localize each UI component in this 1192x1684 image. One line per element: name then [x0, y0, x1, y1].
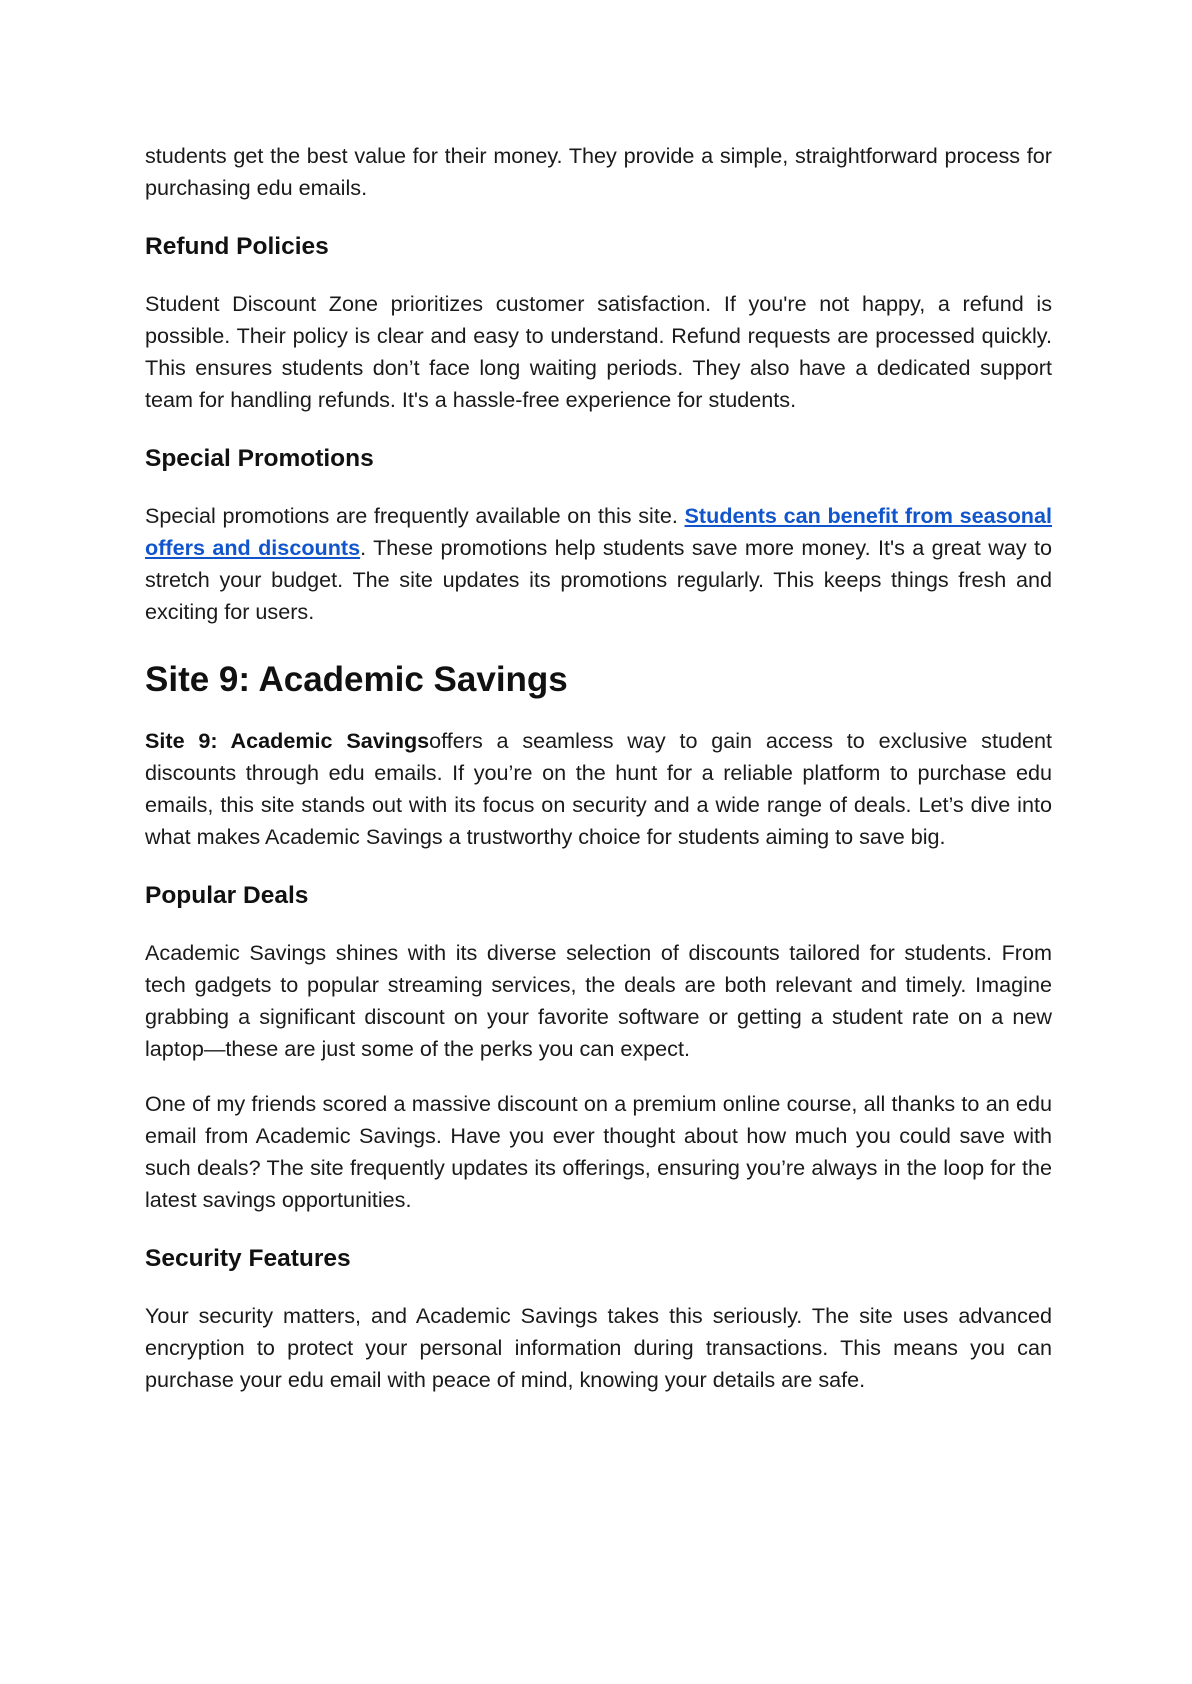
- popular-deals-paragraph-2: One of my friends scored a massive discount on a premium online course, all thanks to an edu email from Academic Savings. Have you ever thought about how much you could save with such deals? The site frequently updates its offerings, ensuring you’re always in the loop for the latest savings opportunities.: [145, 1091, 1052, 1212]
- site-9-lead-text: offers a seamless way to gain access to exclusive student discounts through edu emails. If you’re on the hunt for a reliable platform to purchase edu emails, this site stands out with its focus on security and a wide range of deals. Let’s dive into what makes Academic Savings a trustworthy choice for students aiming to save big.: [145, 728, 1052, 849]
- promotions-text-after-link: . These promotions help students save more money. It's a great way to stretch your budget. The site updates its promotions regularly. This keeps things fresh and exciting for users.: [145, 535, 1052, 624]
- refund-policies-paragraph: Student Discount Zone prioritizes customer satisfaction. If you're not happy, a refund is possible. Their policy is clear and easy to understand. Refund requests are processed quickly. This ensures students don’t face long waiting periods. They also have a dedicated support team for handling refunds. It's a hassle-free experience for students.: [145, 291, 1052, 412]
- popular-deals-heading: Popular Deals: [145, 882, 309, 909]
- special-promotions-paragraph: [145, 500, 1052, 628]
- site-9-title: Site 9: Academic Savings: [145, 660, 568, 699]
- popular-deals-paragraph-1: Academic Savings shines with its diverse selection of discounts tailored for students. From tech gadgets to popular streaming services, the deals are both relevant and timely. Imagine grabbing a significant discount on your favorite software or getting a student rate on a new laptop—these are just some of the perks you can expect.: [145, 940, 1052, 1061]
- site-9-lead-bold: Site 9: Academic Savings: [145, 728, 430, 753]
- promotions-text-before-link: Special promotions are frequently available on this site.: [145, 503, 685, 528]
- intro-paragraph: students get the best value for their money. They provide a simple, straightforward process for purchasing edu emails.: [145, 143, 1052, 200]
- special-promotions-heading: Special Promotions: [145, 445, 374, 472]
- refund-policies-heading: Refund Policies: [145, 233, 329, 260]
- security-features-paragraph: Your security matters, and Academic Savings takes this seriously. The site uses advanced encryption to protect your personal information during transactions. This means you can purchase your edu email with peace of mind, knowing your details are safe.: [145, 1303, 1052, 1392]
- document-page: [145, 140, 1052, 1396]
- security-features-heading: Security Features: [145, 1245, 351, 1272]
- site-9-intro-paragraph: [145, 725, 1052, 853]
- seasonal-offers-link[interactable]: Students can benefit from seasonal offers and discounts: [145, 503, 1052, 560]
